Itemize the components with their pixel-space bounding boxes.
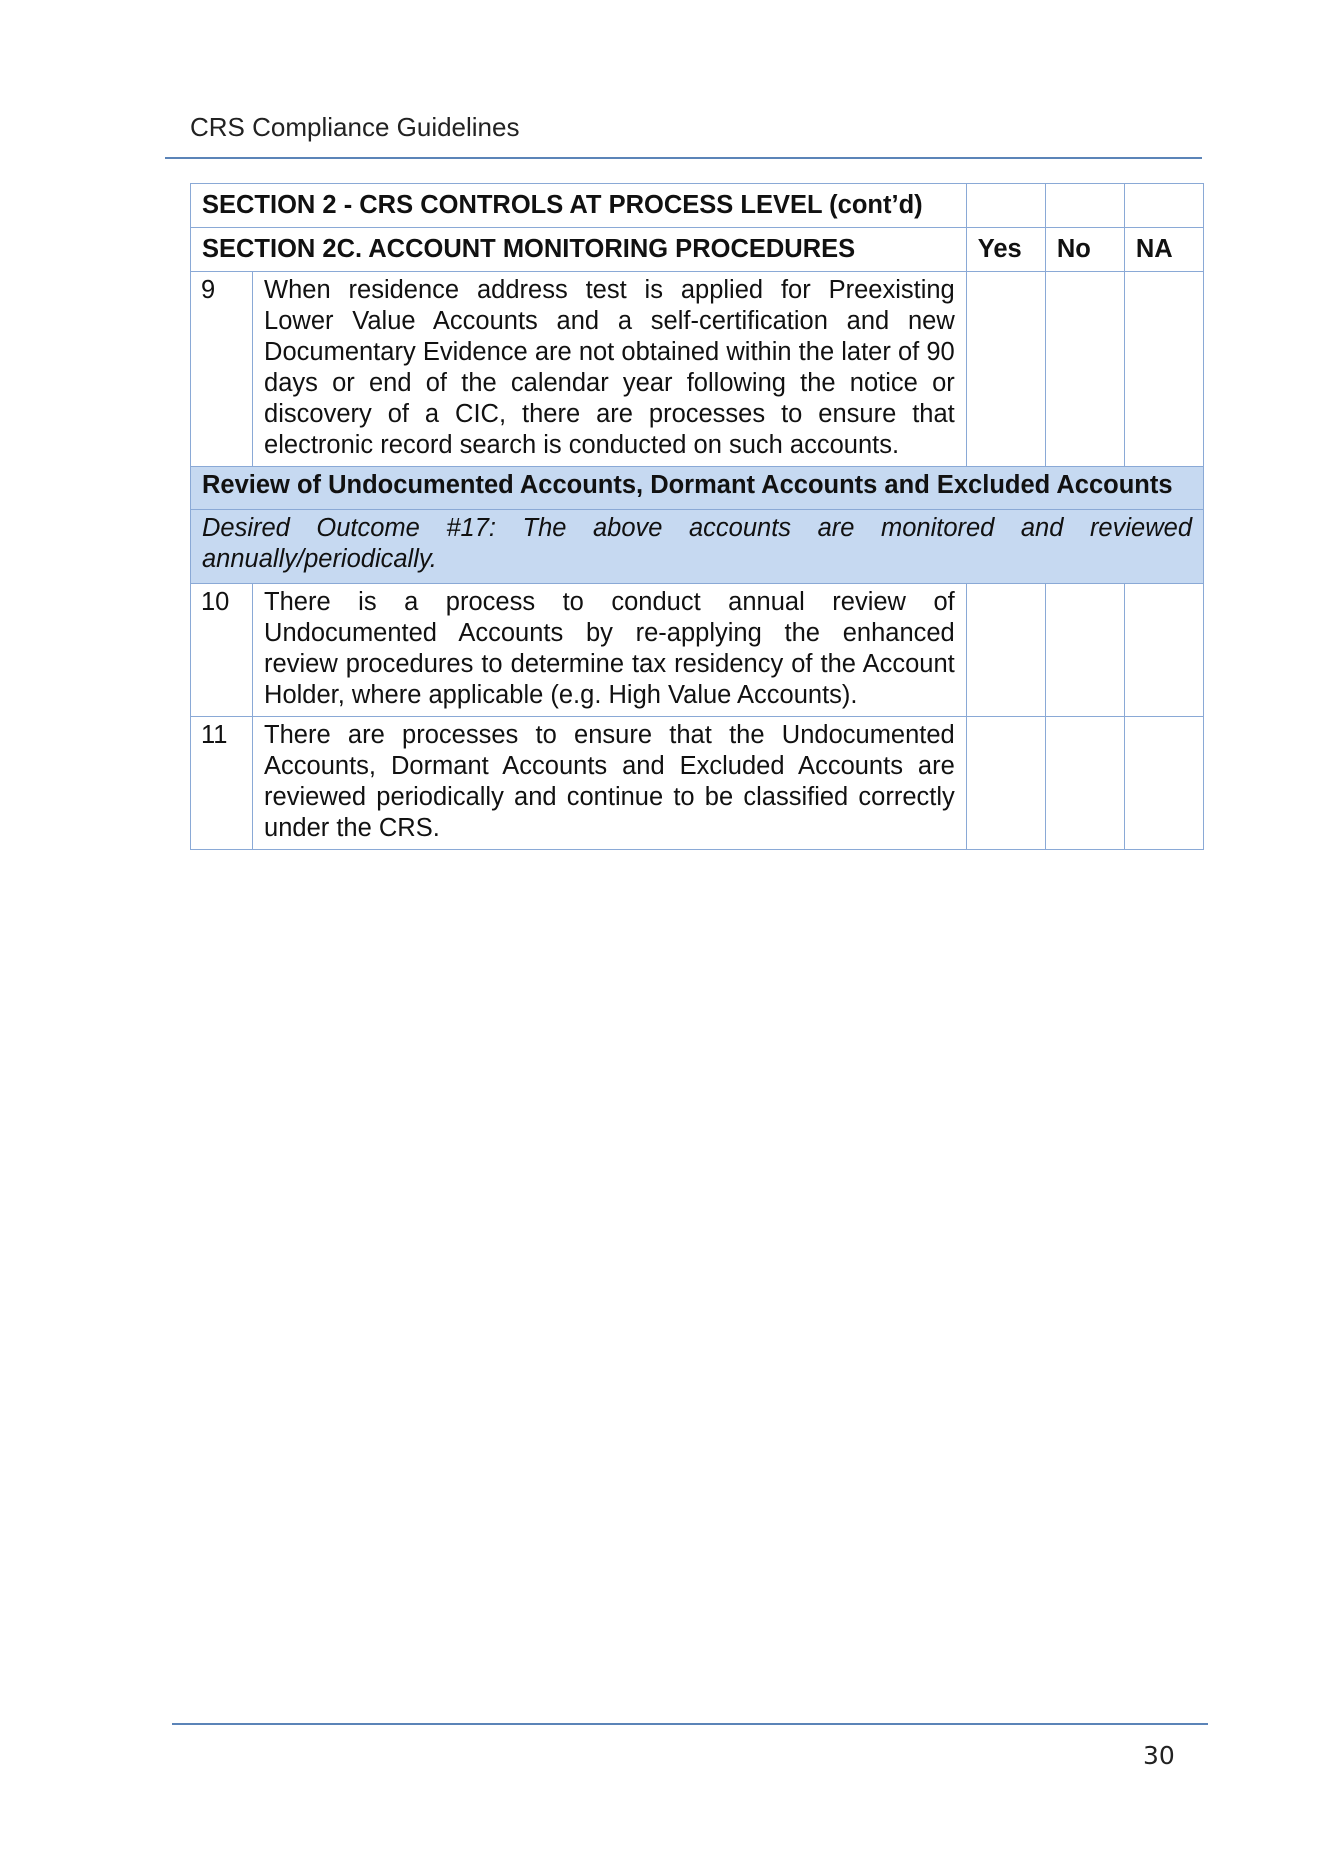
column-header-na: NA: [1124, 228, 1203, 272]
na-checkbox-cell[interactable]: [1124, 272, 1203, 467]
section-no-cell: [1045, 184, 1124, 228]
desired-outcome: Desired Outcome #17: The above accounts are monitored and reviewed annually/periodically.: [191, 510, 1204, 584]
subsection-title: SECTION 2C. ACCOUNT MONITORING PROCEDURES: [191, 228, 967, 272]
table-row: [191, 717, 1204, 850]
subsection-header-row: [191, 228, 1204, 272]
band-outcome-row: [191, 510, 1204, 584]
no-checkbox-cell[interactable]: [1045, 272, 1124, 467]
section-title-row: [191, 184, 1204, 228]
footer-rule: [172, 1723, 1208, 1725]
compliance-checklist-table: [190, 183, 1204, 850]
table-row: [191, 272, 1204, 467]
section-title: SECTION 2 - CRS CONTROLS AT PROCESS LEVEL (cont’d): [191, 184, 967, 228]
page-header-title: CRS Compliance Guidelines: [190, 112, 520, 142]
no-checkbox-cell[interactable]: [1045, 717, 1124, 850]
header-rule: [165, 157, 1202, 159]
row-number: 11: [191, 717, 253, 850]
na-checkbox-cell[interactable]: [1124, 584, 1203, 717]
no-checkbox-cell[interactable]: [1045, 584, 1124, 717]
row-number: 9: [191, 272, 253, 467]
band-heading: Review of Undocumented Accounts, Dormant Accounts and Excluded Accounts: [191, 467, 1204, 510]
row-text: There are processes to ensure that the Undocumented Accounts, Dormant Accounts and Excluded Accounts are reviewed periodically and continue to be classified correctly under the CRS.: [253, 717, 967, 850]
yes-checkbox-cell[interactable]: [966, 272, 1045, 467]
row-number: 10: [191, 584, 253, 717]
column-header-yes: Yes: [966, 228, 1045, 272]
section-na-cell: [1124, 184, 1203, 228]
section-yes-cell: [966, 184, 1045, 228]
table-row: [191, 584, 1204, 717]
row-text: There is a process to conduct annual review of Undocumented Accounts by re-applying the enhanced review procedures to determine tax residency of the Account Holder, where applicable (e.g. High Value Accounts).: [253, 584, 967, 717]
column-header-no: No: [1045, 228, 1124, 272]
row-text: When residence address test is applied for Preexisting Lower Value Accounts and a self-certification and new Documentary Evidence are not obtained within the later of 90 days or end of the calendar year following the notice or discovery of a CIC, there are processes to ensure that electronic record search is conducted on such accounts.: [253, 272, 967, 467]
na-checkbox-cell[interactable]: [1124, 717, 1203, 850]
band-heading-row: [191, 467, 1204, 510]
yes-checkbox-cell[interactable]: [966, 717, 1045, 850]
page-number: 30: [1143, 1741, 1175, 1770]
yes-checkbox-cell[interactable]: [966, 584, 1045, 717]
